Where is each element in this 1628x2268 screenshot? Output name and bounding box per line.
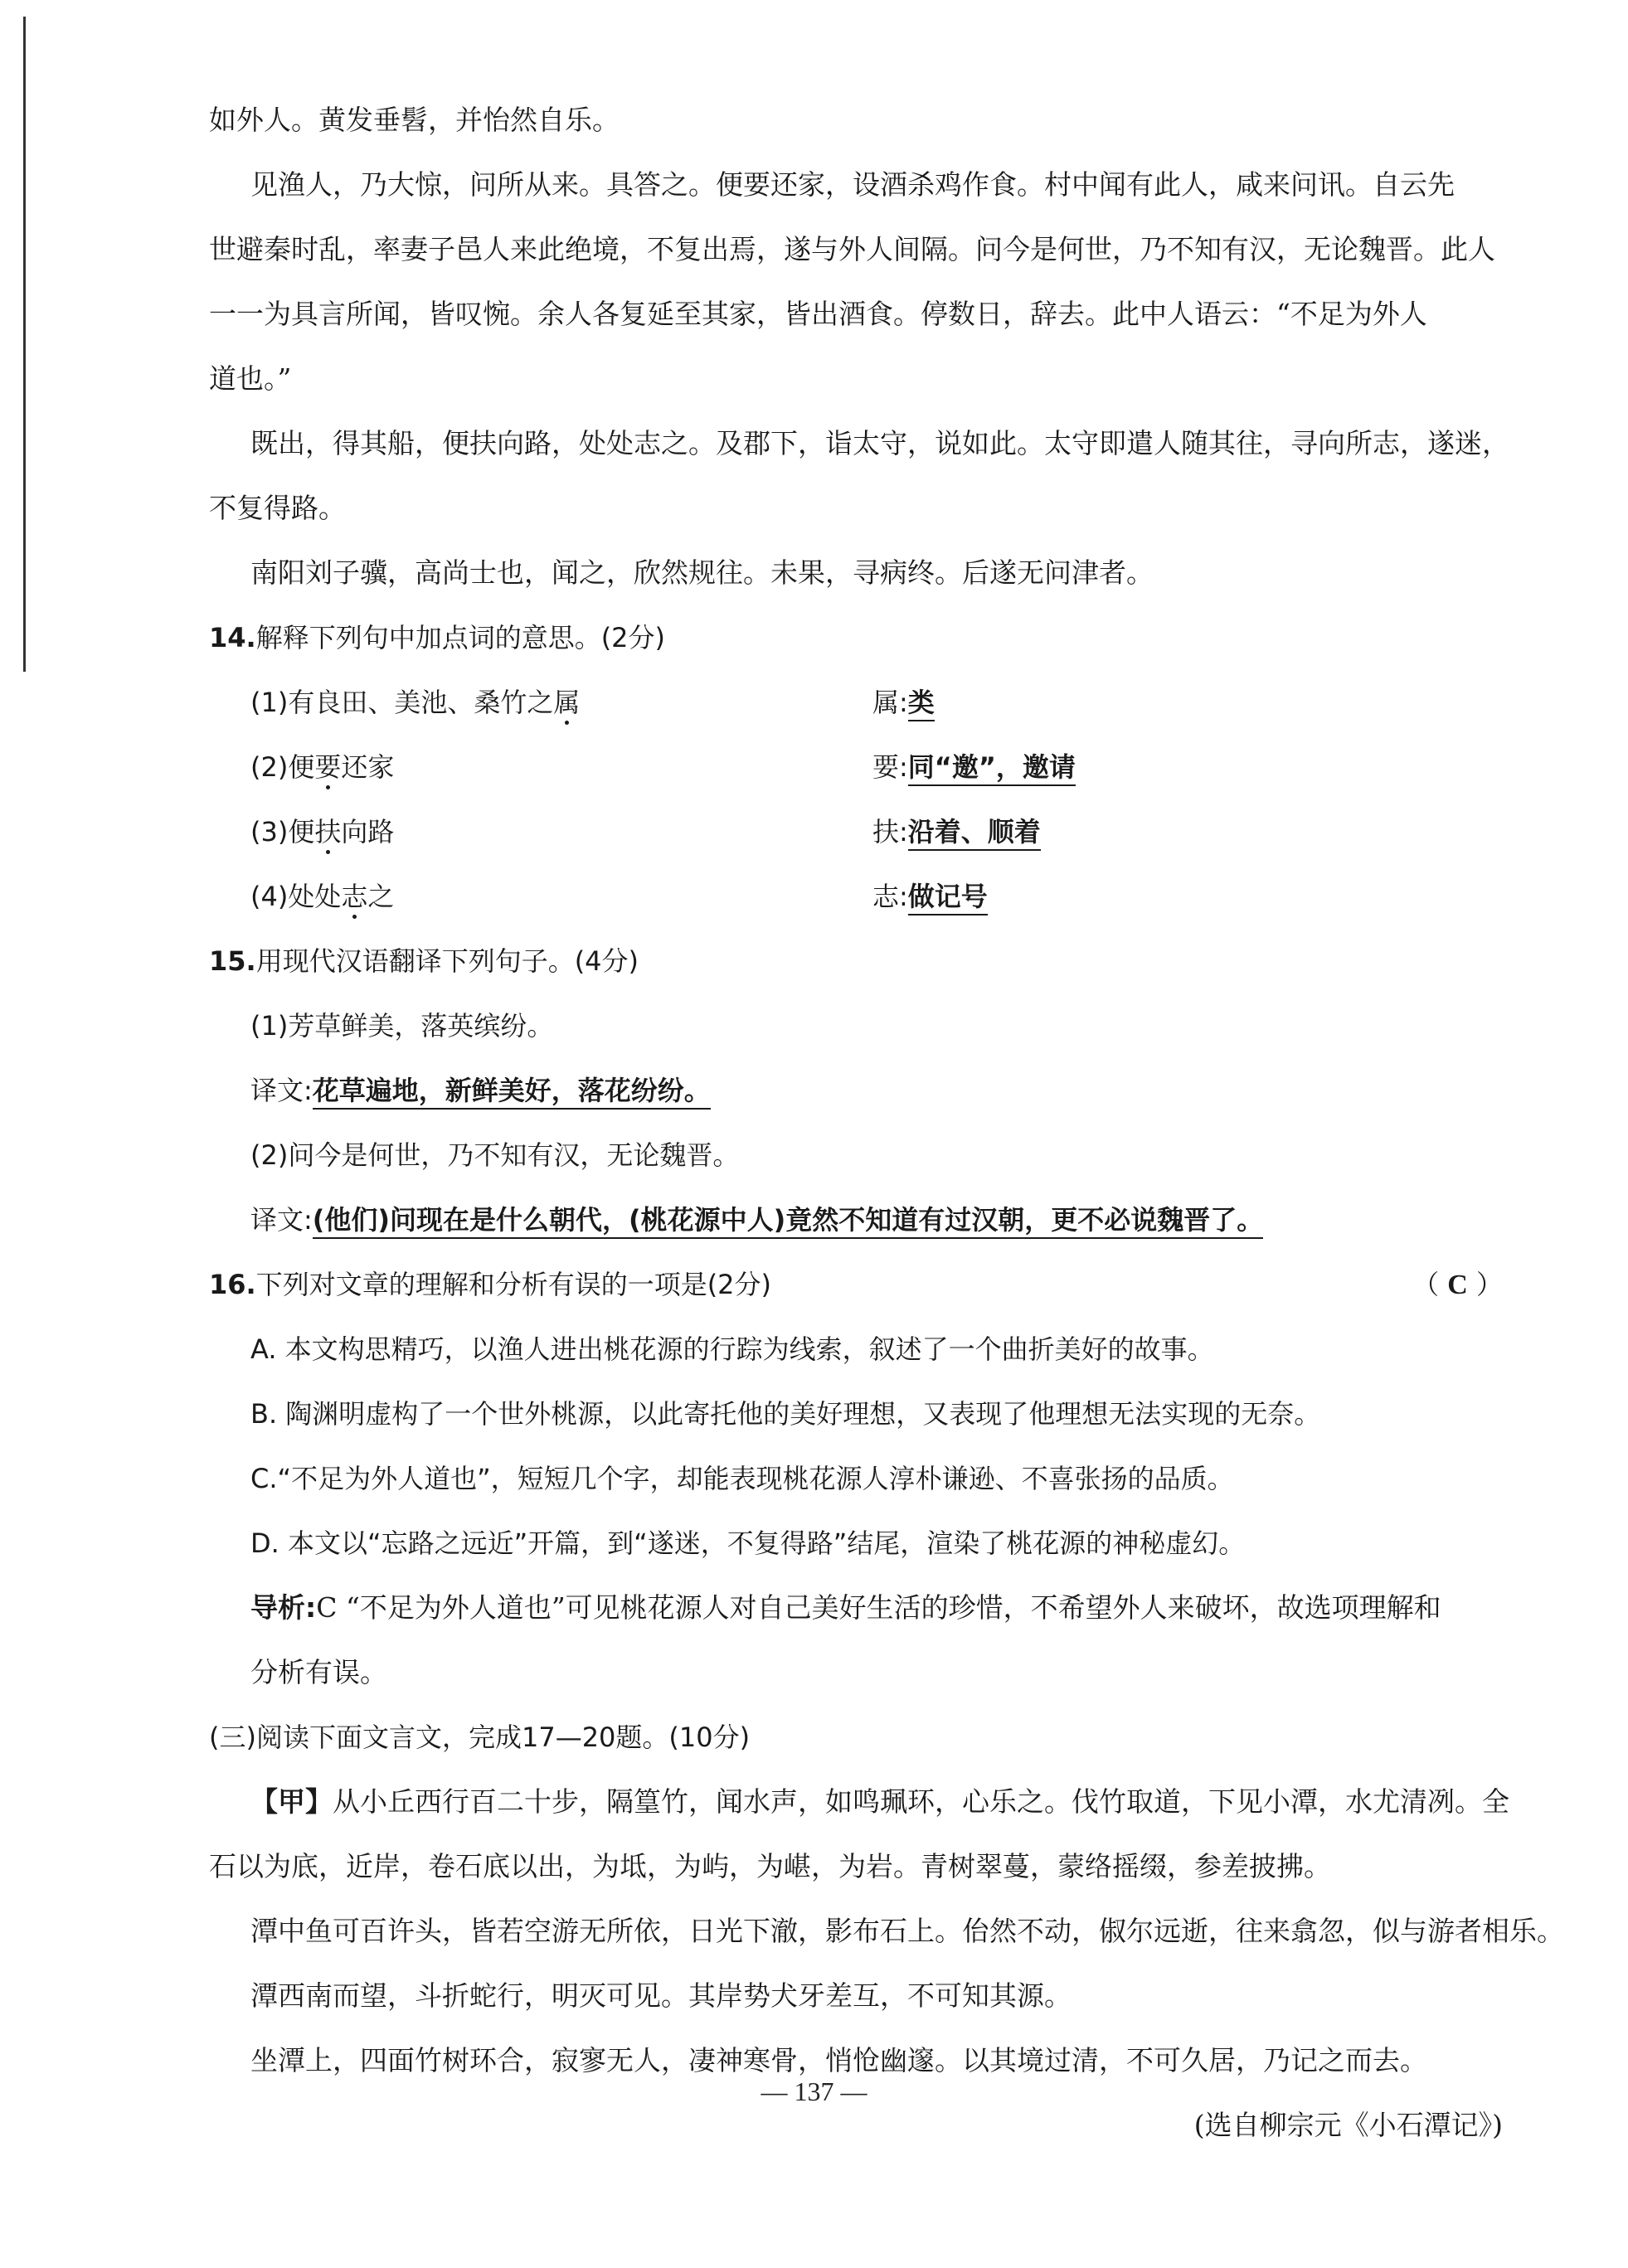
bracket-close: ） — [1475, 1269, 1503, 1300]
question-number: 14. — [209, 622, 256, 653]
question-number: 15. — [209, 945, 256, 977]
section-heading: (三)阅读下面文言文，完成17—20题。(10分) — [209, 1722, 751, 1753]
passage-line: 既出，得其船，便扶向路，处处志之。及郡下，诣太守，说如此。太守即遣人随其往，寻向所志，遂迷， — [250, 427, 1509, 459]
passage-marker: 【甲】 — [250, 1785, 333, 1818]
q15-translation-1 — [209, 1058, 1503, 1123]
passage-line: 见渔人，乃大惊，问所从来。具答之。便要还家，设酒杀鸡作食。村中闻有此人，咸来问讯。自云先 — [250, 168, 1455, 201]
q14-item-2 — [209, 735, 1503, 799]
q14-item-3 — [209, 799, 1503, 864]
option-b: B. 陶渊明虚构了一个世外桃源，以此寄托他的美好理想，又表现了他理想无法实现的无奈。 — [250, 1398, 1321, 1430]
item-text: (3)便 — [250, 816, 315, 847]
option-a: A. 本文构思精巧，以渔人进出桃花源的行踪为线索，叙述了一个曲折美好的故事。 — [250, 1333, 1214, 1365]
q14-item-1 — [209, 670, 1503, 735]
answer-word: 扶: — [872, 816, 908, 847]
q14-item-4 — [209, 864, 1503, 929]
option-c: C.“不足为外人道也”，短短几个字，却能表现桃花源人淳朴谦逊、不喜张扬的品质。 — [250, 1463, 1234, 1494]
item-text: (1)有良田、美池、桑竹之 — [250, 687, 554, 718]
answer-word: 要: — [872, 751, 908, 783]
question-number: 16. — [209, 1269, 256, 1300]
question-text: 用现代汉语翻译下列句子。(4分) — [255, 945, 639, 977]
item-text: 还家 — [341, 751, 395, 783]
answer-text: 类 — [908, 687, 935, 721]
passage-line: 道也。” — [209, 362, 292, 395]
translation-label: 译文: — [250, 1075, 313, 1106]
passage-line: 坐潭上，四面竹树环合，寂寥无人，凄神寒骨，悄怆幽邃。以其境过清，不可久居，乃记之而去。 — [250, 2044, 1427, 2076]
answer-column — [872, 735, 1076, 799]
question-16 — [209, 1252, 1503, 1317]
source-citation: (选自柳宗元《小石潭记》) — [1193, 2109, 1503, 2141]
passage-line: 不复得路。 — [209, 492, 346, 524]
passage-line — [209, 1770, 1509, 1834]
translation-label: 译文: — [250, 1204, 313, 1236]
dotted-word: 属 — [553, 687, 581, 718]
passage-line: 石以为底，近岸，卷石底以出，为坻，为屿，为嵁，为岩。青树翠蔓，蒙络摇缀，参差披拂。 — [209, 1850, 1331, 1882]
passage-line: 南阳刘子骥，高尚士也，闻之，欣然规往。未果，寻病终。后遂无问津者。 — [250, 556, 1154, 589]
dotted-word: 志 — [341, 881, 368, 912]
answer-text: 同“邀”，邀请 — [908, 751, 1076, 786]
question-text: 下列对文章的理解和分析有误的一项是(2分) — [255, 1269, 772, 1300]
page-number: — 137 — — [761, 2076, 867, 2106]
passage-text: 从小丘西行百二十步，隔篁竹，闻水声，如鸣珮环，心乐之。伐竹取道，下见小潭，水尤清冽。全 — [333, 1785, 1509, 1818]
translation-text: 花草遍地，新鲜美好，落花纷纷。 — [313, 1075, 711, 1110]
bracket-open: （ — [1412, 1269, 1440, 1300]
margin-rule — [23, 17, 26, 672]
passage-line: 如外人。黄发垂髫，并怡然自乐。 — [209, 104, 620, 136]
answer-bracket — [1412, 1252, 1503, 1318]
answer-text: 做记号 — [908, 881, 988, 915]
analysis-label: 导析: — [250, 1591, 317, 1624]
passage-line: 一一为具言所闻，皆叹惋。余人各复延至其家，皆出酒食。停数日，辞去。此中人语云：“不足为外人 — [209, 298, 1427, 330]
item-text: (4)处处 — [250, 881, 342, 912]
dotted-word: 要 — [314, 751, 342, 783]
question-14 — [209, 605, 1503, 670]
q15-sentence-1: (1)芳草鲜美，落英缤纷。 — [250, 1010, 554, 1042]
item-text: (2)便 — [250, 751, 315, 783]
q15-translation-2 — [209, 1187, 1503, 1252]
q15-sentence-2: (2)问今是何世，乃不知有汉，无论魏晋。 — [250, 1139, 740, 1171]
item-text: 向路 — [341, 816, 395, 847]
question-15 — [209, 929, 1503, 993]
translation-text: (他们)问现在是什么朝代，(桃花源中人)竟然不知道有过汉朝，更不必说魏晋了。 — [313, 1204, 1264, 1239]
passage-line: 潭中鱼可百许头，皆若空游无所依，日光下澈，影布石上。佁然不动，俶尔远逝，往来翕忽，似与游者相乐。 — [250, 1915, 1564, 1947]
answer-word: 属: — [872, 687, 908, 718]
analysis-text: C “不足为外人道也”可见桃花源人对自己美好生活的珍惜，不希望外人来破坏，故选项理解和 — [316, 1591, 1441, 1624]
passage-line: 世避秦时乱，率妻子邑人来此绝境，不复出焉，遂与外人间隔。问今是何世，乃不知有汉，无论魏晋。此人 — [209, 233, 1495, 265]
answer-column — [872, 864, 988, 929]
analysis-line: 分析有误。 — [250, 1656, 387, 1688]
passage-line: 潭西南而望，斗折蛇行，明灭可见。其岸势犬牙差互，不可知其源。 — [250, 1979, 1072, 2012]
item-text: 之 — [367, 881, 395, 912]
question-text: 解释下列句中加点词的意思。(2分) — [255, 622, 666, 653]
page-body — [209, 88, 1564, 2158]
answer-letter: C — [1447, 1270, 1468, 1300]
dotted-word: 扶 — [314, 816, 342, 847]
answer-word: 志: — [872, 881, 908, 912]
answer-text: 沿着、顺着 — [908, 816, 1041, 851]
analysis-line — [209, 1576, 1503, 1640]
option-d: D. 本文以“忘路之远近”开篇，到“遂迷，不复得路”结尾，渲染了桃花源的神秘虚幻。 — [250, 1527, 1246, 1559]
answer-column — [872, 799, 1041, 864]
answer-column — [872, 670, 935, 735]
